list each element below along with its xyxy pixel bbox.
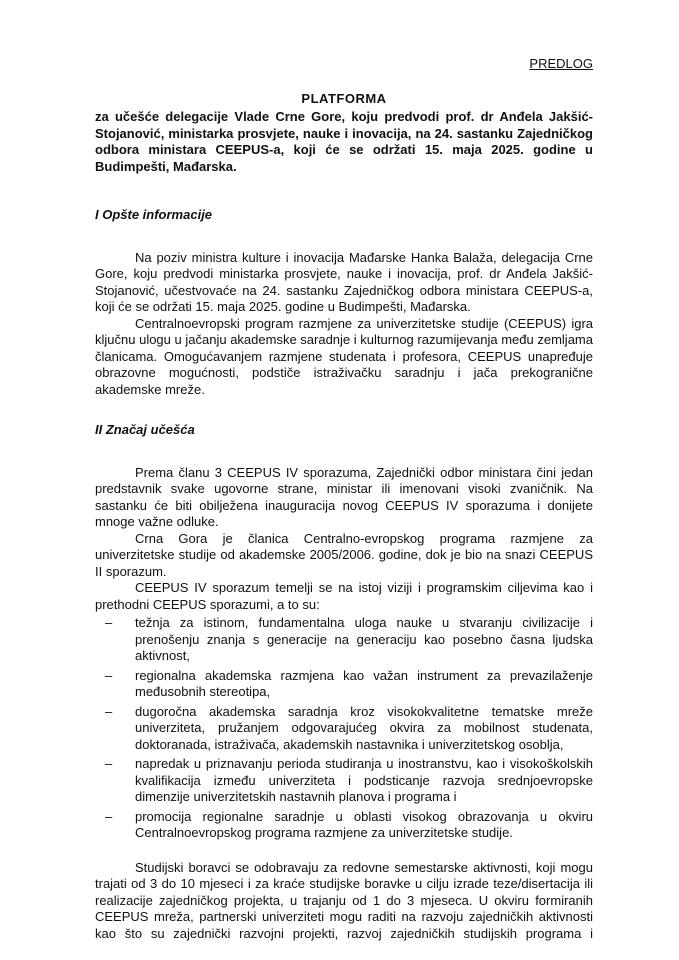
section1-paragraph-1: Na poziv ministra kulture i inovacija Mađarske Hanka Balaža, delegacija Crne Gore, koju predvodi ministarka prosvjete, nauke i inovacija, prof. dr Anđela Jakšić-Stojanović, učestvovaće na 24. sastanku Zajedničkog odbora ministara CEEPUS-a, koji će se održati 15. maja 2025. godine u Budimpešti, Mađarska.	[95, 249, 593, 314]
section2-heading: II Značaj učešća	[95, 422, 195, 437]
doc-label: PREDLOG	[529, 56, 593, 71]
list-item	[105, 615, 593, 665]
section2-paragraph-3: CEEPUS IV sporazum temelji se na istoj viziji i programskim ciljevima kao i prethodni CEEPUS sporazumi, a to su:	[95, 580, 593, 612]
section2-paragraph-4: Studijski boravci se odobravaju za redovne semestarske aktivnosti, koji mogu trajati od 3 do 10 mjeseci i za kraće studijske boravke u cilju izrade teze/disertacija ili realizacije zajedničkog projekta, u trajanju od 1 do 3 mjeseca. U okviru formiranih CEEPUS mreža, partnerski univerziteti mogu raditi na razvoju zajedničkih aktivnosti kao što su zajednički razvojni projekti, razvoj zajedničkih studijskih programa i	[95, 859, 593, 941]
list-item	[105, 756, 593, 806]
list-item	[105, 668, 593, 701]
section2-paragraph-2: Crna Gora je članica Centralno-evropskog programa razmjene za univerzitetske studije od akademske 2005/2006. godine, dok je bio na snazi CEEPUS II sporazum.	[95, 530, 593, 579]
section2-paragraph-1: Prema članu 3 CEEPUS IV sporazuma, Zajednički odbor ministara čini jedan predstavnik svake ugovorne strane, ministar ili imenovani visoki zvaničnik. Na sastanku će biti obilježena inauguracija novog CEEPUS IV sporazuma i donijete mnoge važne odluke.	[95, 464, 593, 529]
doc-intro-paragraph: za učešće delegacije Vlade Crne Gore, koju predvodi prof. dr Anđela Jakšić-Stojanović, ministarka prosvjete, nauke i inovacija, na 24. sastanku Zajedničkog odbora ministara CEEPUS-a, koji će se održati 15. maja 2025. godine u Budimpešti, Mađarska.	[95, 109, 593, 174]
doc-title: PLATFORMA	[301, 90, 387, 106]
list-item	[105, 704, 593, 754]
bullet-text: težnja za istinom, fundamentalna uloga nauke u stvaranju civilizacije i prenošenju znanja s generacije na generaciju kao posebno časna ljudska aktivnost,	[135, 615, 593, 663]
bullet-text: promocija regionalne saradnje u oblasti visokog obrazovanja u okviru Centralnoevropskog programa razmjene za univerzitetske studije.	[135, 808, 593, 840]
bullet-text: napredak u priznavanju perioda studiranja u inostranstvu, kao i visokoškolskih kvalifikacija između univerziteta i podsticanje razvoja srednjoevropske dimenzije univerzitetskih nastavnih planova i programa i	[135, 756, 593, 804]
section1-heading: I Opšte informacije	[95, 207, 213, 222]
bullet-list	[95, 615, 593, 842]
bullet-text: regionalna akademska razmjena kao važan instrument za prevazilaženje međusobnih stereotipa,	[135, 667, 593, 699]
bullet-text: dugoročna akademska saradnja kroz visokokvalitetne tematske mreže univerziteta, pružanjem odgovarajućeg okvira za mobilnost studenata, doktoranada, istraživača, akademskih nastavnika i univerzitetskog osoblja,	[135, 703, 593, 752]
list-item	[105, 809, 593, 842]
section1-paragraph-2: Centralnoevropski program razmjene za univerzitetske studije (CEEPUS) igra ključnu ulogu u jačanju akademske saradnje i kulturnog razumijevanja među zemljama članicama. Omogućavanjem razmjene studenata i profesora, CEEPUS unapređuje obrazovne mogućnosti, podstiče istraživačku saradnju i jača prekogranične akademske mreže.	[95, 315, 593, 397]
